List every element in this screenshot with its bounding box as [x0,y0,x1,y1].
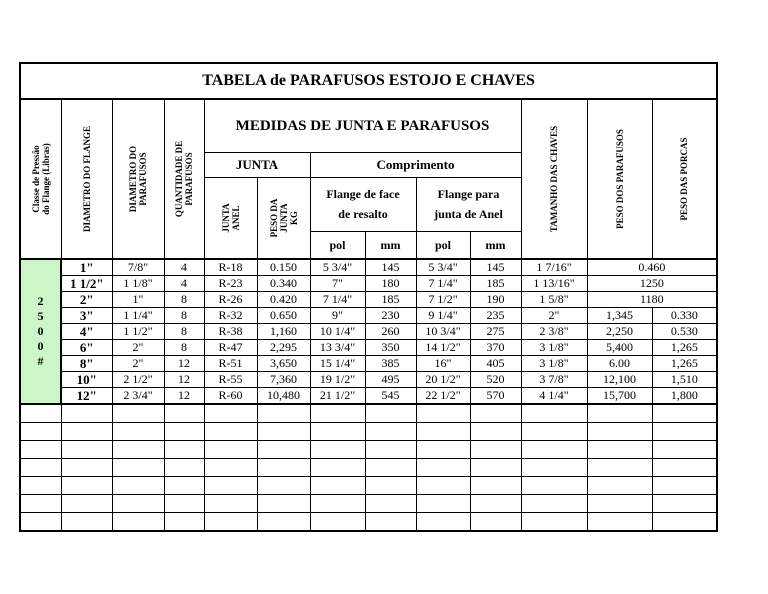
cell-peso-parafusos: 2,250 [587,324,652,340]
cell-peso: 1,160 [257,324,310,340]
header-classe: Classe de Pressão do Flange (Libras) [20,99,61,259]
cell-peso-parafusos: 6.00 [587,356,652,372]
cell-chave: 2" [521,308,587,324]
cell-rf-mm: 180 [365,276,416,292]
cell-ring-pol: 9 1/4" [416,308,470,324]
cell-ring-mm: 405 [470,356,521,372]
cell-qty: 4 [164,276,204,292]
cell-rf-mm: 350 [365,340,416,356]
empty-row [20,423,717,441]
empty-row [20,495,717,513]
cell-qty: 12 [164,372,204,388]
cell-rf-pol: 19 1/2" [310,372,365,388]
cell-qty: 8 [164,292,204,308]
cell-size: 1 1/2" [61,276,112,292]
cell-qty: 12 [164,356,204,372]
cell-rf-pol: 15 1/4" [310,356,365,372]
cell-peso-porcas: 1,265 [652,356,717,372]
cell-peso-porcas: 1,510 [652,372,717,388]
header-rf-pol: pol [310,231,365,259]
cell-peso-parafusos: 12,100 [587,372,652,388]
cell-rf-pol: 7" [310,276,365,292]
header-flange-anel: Flange para junta de Anel [416,178,521,232]
cell-rf-pol: 7 1/4" [310,292,365,308]
cell-ring-mm: 235 [470,308,521,324]
cell-chave: 2 3/8" [521,324,587,340]
cell-ring-pol: 7 1/2" [416,292,470,308]
cell-diam: 1 1/2" [112,324,164,340]
cell-rf-mm: 495 [365,372,416,388]
header-rf-mm: mm [365,231,416,259]
cell-peso: 10,480 [257,388,310,405]
cell-chave: 3 7/8" [521,372,587,388]
header-quantidade: QUANTIDADE DE PARAFUSOS [164,99,204,259]
cell-ring-pol: 7 1/4" [416,276,470,292]
cell-ring-pol: 22 1/2" [416,388,470,405]
cell-junta: R-23 [204,276,257,292]
cell-junta: R-51 [204,356,257,372]
cell-qty: 12 [164,388,204,405]
cell-ring-pol: 10 3/4" [416,324,470,340]
cell-ring-mm: 370 [470,340,521,356]
cell-size: 3" [61,308,112,324]
header-tamanho-chaves: TAMANHO DAS CHAVES [521,99,587,259]
cell-peso: 0.150 [257,259,310,276]
cell-ring-pol: 20 1/2" [416,372,470,388]
header-diametro-flange: DIAMETRO DO FLANGE [61,99,112,259]
cell-peso-porcas: 1,800 [652,388,717,405]
empty-row [20,477,717,495]
cell-ring-mm: 275 [470,324,521,340]
cell-junta: R-38 [204,324,257,340]
cell-junta: R-32 [204,308,257,324]
cell-peso-porcas: 0.330 [652,308,717,324]
cell-diam: 1" [112,292,164,308]
cell-size: 12" [61,388,112,405]
cell-peso: 7,360 [257,372,310,388]
bolt-table [19,62,718,532]
cell-size: 2" [61,292,112,308]
cell-chave: 4 1/4" [521,388,587,405]
cell-rf-pol: 9" [310,308,365,324]
cell-peso-parafusos: 5,400 [587,340,652,356]
header-ring-pol: pol [416,231,470,259]
cell-peso-parafusos: 1,345 [587,308,652,324]
cell-chave: 3 1/8" [521,340,587,356]
table-title: TABELA de PARAFUSOS ESTOJO E CHAVES [20,63,717,99]
cell-rf-pol: 21 1/2" [310,388,365,405]
cell-ring-mm: 190 [470,292,521,308]
cell-rf-mm: 145 [365,259,416,276]
cell-size: 4" [61,324,112,340]
cell-size: 1" [61,259,112,276]
cell-peso: 0.340 [257,276,310,292]
cell-diam: 2 1/2" [112,372,164,388]
cell-diam: 1 1/8" [112,276,164,292]
empty-row [20,513,717,532]
header-peso-junta: PESO DA JUNTA KG [257,178,310,260]
cell-rf-mm: 185 [365,292,416,308]
class-2500: 2 5 0 0 # [20,259,61,404]
empty-row [20,459,717,477]
cell-ring-pol: 14 1/2" [416,340,470,356]
header-junta-anel: JUNTA ANEL [204,178,257,260]
cell-diam: 2" [112,340,164,356]
cell-peso-parafusos: 15,700 [587,388,652,405]
cell-rf-mm: 385 [365,356,416,372]
cell-rf-pol: 13 3/4" [310,340,365,356]
empty-row [20,441,717,459]
cell-peso: 2,295 [257,340,310,356]
header-peso-porcas: PESO DAS PORCAS [652,99,717,259]
cell-diam: 2 3/4" [112,388,164,405]
cell-diam: 7/8" [112,259,164,276]
cell-ring-pol: 5 3/4" [416,259,470,276]
cell-ring-mm: 570 [470,388,521,405]
cell-peso-porcas: 0.530 [652,324,717,340]
empty-row [20,404,717,423]
cell-junta: R-18 [204,259,257,276]
cell-rf-pol: 10 1/4" [310,324,365,340]
spreadsheet [19,62,716,538]
header-medidas: MEDIDAS DE JUNTA E PARAFUSOS [204,99,521,153]
cell-peso: 0.420 [257,292,310,308]
cell-peso: 0.650 [257,308,310,324]
cell-ring-mm: 145 [470,259,521,276]
cell-peso-merged: 1250 [587,276,717,292]
cell-rf-mm: 545 [365,388,416,405]
cell-qty: 4 [164,259,204,276]
cell-qty: 8 [164,324,204,340]
cell-size: 8" [61,356,112,372]
cell-junta: R-47 [204,340,257,356]
cell-junta: R-55 [204,372,257,388]
cell-rf-mm: 230 [365,308,416,324]
cell-chave: 1 5/8" [521,292,587,308]
cell-rf-mm: 260 [365,324,416,340]
cell-ring-pol: 16" [416,356,470,372]
cell-chave: 1 13/16" [521,276,587,292]
cell-qty: 8 [164,340,204,356]
header-comprimento: Comprimento [310,153,521,178]
header-ring-mm: mm [470,231,521,259]
cell-rf-pol: 5 3/4" [310,259,365,276]
header-junta: JUNTA [204,153,310,178]
header-flange-face: Flange de face de resalto [310,178,416,232]
header-peso-parafusos: PESO DOS PARAFUSOS [587,99,652,259]
cell-diam: 1 1/4" [112,308,164,324]
cell-size: 10" [61,372,112,388]
cell-chave: 1 7/16" [521,259,587,276]
cell-peso: 3,650 [257,356,310,372]
cell-chave: 3 1/8" [521,356,587,372]
cell-peso-merged: 0.460 [587,259,717,276]
cell-junta: R-26 [204,292,257,308]
cell-diam: 2" [112,356,164,372]
cell-peso-porcas: 1,265 [652,340,717,356]
header-diametro-parafusos: DIAMETRO DO PARAFUSOS [112,99,164,259]
cell-ring-mm: 185 [470,276,521,292]
cell-junta: R-60 [204,388,257,405]
cell-peso-merged: 1180 [587,292,717,308]
cell-ring-mm: 520 [470,372,521,388]
cell-qty: 8 [164,308,204,324]
cell-size: 6" [61,340,112,356]
